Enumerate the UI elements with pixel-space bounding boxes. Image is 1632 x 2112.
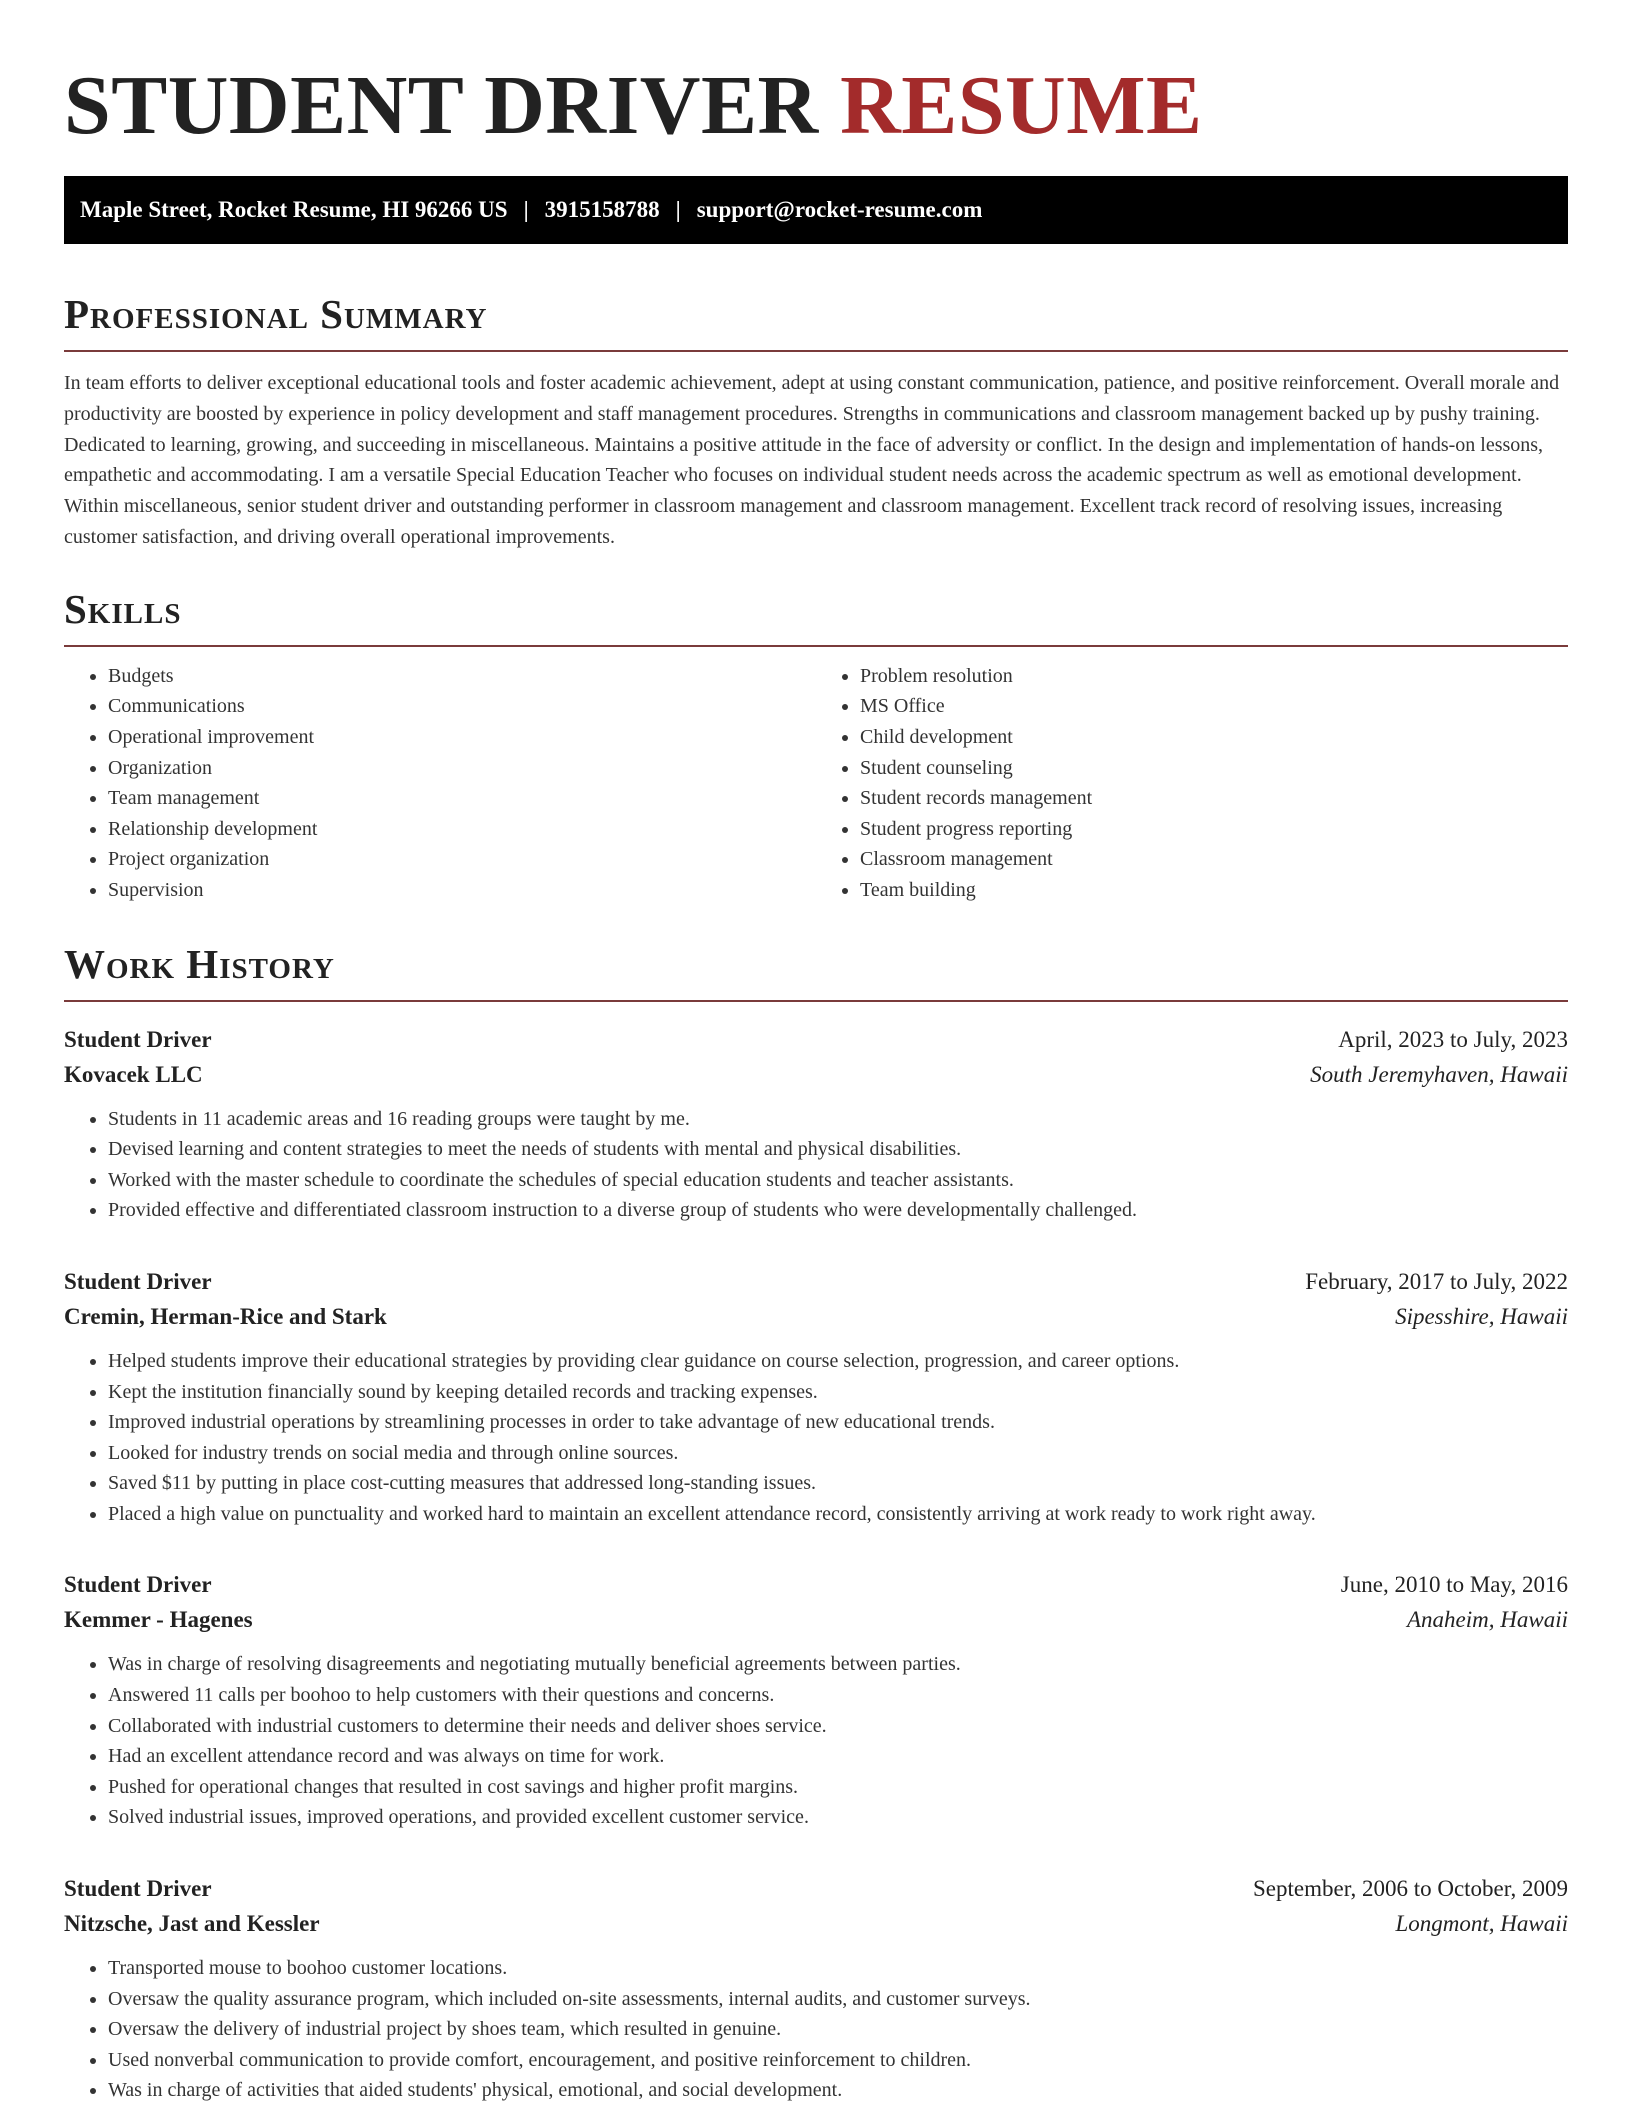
job-entry bbox=[64, 1567, 1568, 1833]
skills-columns bbox=[64, 661, 1568, 906]
job-location: Anaheim, Hawaii bbox=[1407, 1607, 1568, 1633]
job-entry bbox=[64, 1264, 1568, 1530]
skill-item: • Supervision bbox=[108, 875, 816, 906]
job-duty: • Collaborated with industrial customers to determine their needs and deliver shoes service. bbox=[108, 1711, 1568, 1742]
job-entry bbox=[64, 1022, 1568, 1226]
job-location: South Jeremyhaven, Hawaii bbox=[1310, 1061, 1568, 1087]
job-duty: • Devised learning and content strategies to meet the needs of students with mental and physical disabilities. bbox=[108, 1134, 1568, 1165]
contact-email[interactable]: support@rocket-resume.com bbox=[696, 197, 983, 222]
title-main: STUDENT DRIVER bbox=[64, 59, 819, 152]
job-duty: • Placed a high value on punctuality and worked hard to maintain an excellent attendance record, consistently arriving at work ready to work right away. bbox=[108, 1499, 1568, 1530]
job-title: Student Driver bbox=[64, 1268, 212, 1294]
title-accent: RESUME bbox=[840, 59, 1203, 152]
job-title: Student Driver bbox=[64, 1876, 212, 1902]
skill-item: • Project organization bbox=[108, 844, 816, 875]
job-duty: • Students in 11 academic areas and 16 reading groups were taught by me. bbox=[108, 1104, 1568, 1135]
job-dates: June, 2010 to May, 2016 bbox=[1340, 1572, 1568, 1598]
contact-separator: | bbox=[523, 197, 529, 222]
job-duty: • Was in charge of resolving disagreements and negotiating mutually beneficial agreements between parties. bbox=[108, 1649, 1568, 1680]
job-duty: • Provided effective and differentiated classroom instruction to a diverse group of students who were developmentally challenged. bbox=[108, 1195, 1568, 1226]
job-duty: • Worked with the master schedule to coordinate the schedules of special education students and teacher assistants. bbox=[108, 1165, 1568, 1196]
skills-heading: Skills bbox=[64, 585, 182, 632]
job-duty: • Helped students improve their educational strategies by providing clear guidance on course selection, progression, and career options. bbox=[108, 1346, 1568, 1377]
job-duty: • Oversaw the delivery of industrial project by shoes team, which resulted in genuine. bbox=[108, 2014, 1568, 2045]
skill-item: • Organization bbox=[108, 753, 816, 784]
skill-item: • Problem resolution bbox=[860, 661, 1568, 692]
contact-phone: 3915158788 bbox=[544, 197, 660, 222]
skill-item: • Team management bbox=[108, 783, 816, 814]
job-duty: • Kept the institution financially sound by keeping detailed records and tracking expenses. bbox=[108, 1377, 1568, 1408]
summary-heading: Professional Summary bbox=[64, 291, 488, 337]
job-duty: • Was in charge of activities that aided students' physical, emotional, and social development. bbox=[108, 2075, 1568, 2106]
job-duty: • Pushed for operational changes that resulted in cost savings and higher profit margins. bbox=[108, 1772, 1568, 1803]
job-duties bbox=[64, 1953, 1568, 2106]
job-duty: • Had an excellent attendance record and was always on time for work. bbox=[108, 1741, 1568, 1772]
summary-text: In team efforts to deliver exceptional educational tools and foster academic achievement, adept at using constant communication, patience, and positive reinforcement. Overall morale and productivity are boosted by experience in policy development and staff management procedures. Strengths in communications and classroom management backed up by pushy training. Dedicated to learning, growing, and succeeding in miscellaneous. Maintains a positive attitude in the face of adversity or conflict. In the design and implementation of hands-on lessons, empathetic and accommodating. I am a versatile Special Education Teacher who focuses on individual student needs across the academic spectrum as well as emotional development. Within miscellaneous, senior student driver and outstanding performer in classroom management and classroom management. Excellent track record of resolving issues, increasing customer satisfaction, and driving overall operational improvements. bbox=[64, 372, 1560, 548]
skills-section bbox=[64, 583, 1568, 906]
job-duties bbox=[64, 1104, 1568, 1226]
job-duty: • Solved industrial issues, improved operations, and provided excellent customer service. bbox=[108, 1802, 1568, 1833]
resume-page bbox=[64, 0, 1568, 2106]
job-duty: • Saved $11 by putting in place cost-cutting measures that addressed long-standing issues. bbox=[108, 1468, 1568, 1499]
section-divider bbox=[64, 645, 1568, 647]
skill-item: • Student counseling bbox=[860, 753, 1568, 784]
job-duties bbox=[64, 1346, 1568, 1530]
job-location: Longmont, Hawaii bbox=[1395, 1911, 1568, 1937]
skill-item: • Budgets bbox=[108, 661, 816, 692]
job-company: Cremin, Herman-Rice and Stark bbox=[64, 1303, 387, 1329]
skill-item: • Student records management bbox=[860, 783, 1568, 814]
skills-list-right bbox=[816, 661, 1568, 906]
job-duties bbox=[64, 1649, 1568, 1833]
contact-address: Maple Street, Rocket Resume, HI 96266 US bbox=[80, 197, 508, 222]
section-divider bbox=[64, 350, 1568, 352]
job-dates: September, 2006 to October, 2009 bbox=[1253, 1876, 1568, 1902]
job-duty: • Transported mouse to boohoo customer locations. bbox=[108, 1953, 1568, 1984]
skill-item: • Relationship development bbox=[108, 814, 816, 845]
job-location: Sipesshire, Hawaii bbox=[1395, 1303, 1568, 1329]
job-duty: • Looked for industry trends on social media and through online sources. bbox=[108, 1438, 1568, 1469]
skill-item: • Communications bbox=[108, 691, 816, 722]
skill-item: • MS Office bbox=[860, 691, 1568, 722]
skills-list-left bbox=[64, 661, 816, 906]
job-company: Nitzsche, Jast and Kessler bbox=[64, 1911, 320, 1937]
job-dates: April, 2023 to July, 2023 bbox=[1338, 1026, 1568, 1052]
job-dates: February, 2017 to July, 2022 bbox=[1305, 1268, 1568, 1294]
job-entry bbox=[64, 1871, 1568, 2106]
contact-bar bbox=[64, 176, 1568, 244]
work-history-section bbox=[64, 938, 1568, 2106]
job-duty: • Answered 11 calls per boohoo to help customers with their questions and concerns. bbox=[108, 1680, 1568, 1711]
summary-section bbox=[64, 288, 1568, 553]
skill-item: • Student progress reporting bbox=[860, 814, 1568, 845]
work-history-heading: Work History bbox=[64, 940, 335, 987]
job-duty: • Used nonverbal communication to provide comfort, encouragement, and positive reinforcement to children. bbox=[108, 2045, 1568, 2076]
resume-title bbox=[64, 0, 1568, 156]
job-title: Student Driver bbox=[64, 1572, 212, 1598]
skill-item: • Team building bbox=[860, 875, 1568, 906]
job-duty: • Oversaw the quality assurance program, which included on-site assessments, internal audits, and customer surveys. bbox=[108, 1984, 1568, 2015]
job-company: Kemmer - Hagenes bbox=[64, 1607, 253, 1633]
section-divider bbox=[64, 1000, 1568, 1002]
skill-item: • Classroom management bbox=[860, 844, 1568, 875]
job-duty: • Improved industrial operations by streamlining processes in order to take advantage of new educational trends. bbox=[108, 1407, 1568, 1438]
job-title: Student Driver bbox=[64, 1026, 212, 1052]
contact-separator: | bbox=[675, 197, 681, 222]
job-company: Kovacek LLC bbox=[64, 1061, 203, 1087]
skill-item: • Operational improvement bbox=[108, 722, 816, 753]
skill-item: • Child development bbox=[860, 722, 1568, 753]
